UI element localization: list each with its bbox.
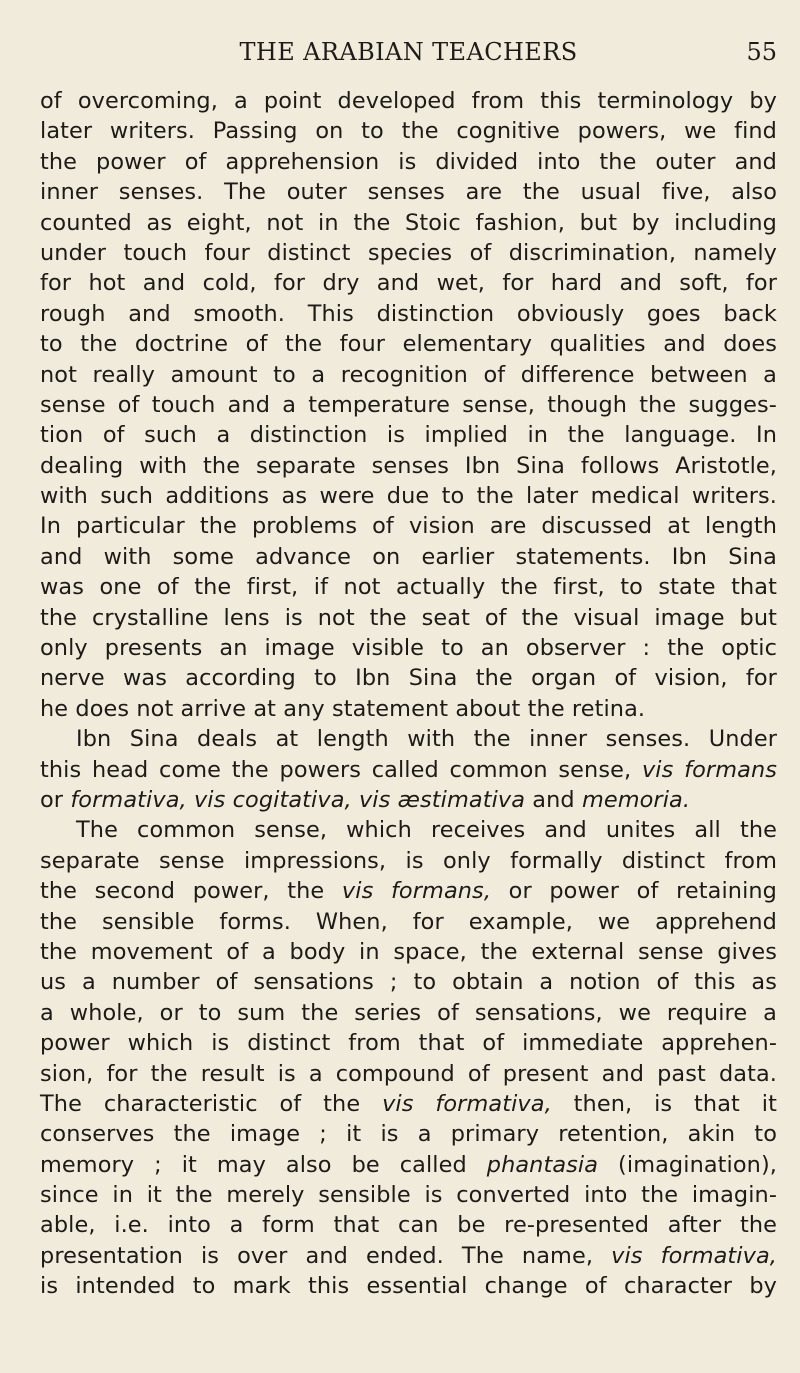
text-span: presentation is over and ended. The name, xyxy=(40,1242,594,1269)
text-line: was one of the first, if not actually the first, to state that xyxy=(40,574,777,601)
text-span: memory ; it may also be called xyxy=(40,1151,467,1178)
text-line: the movement of a body in space, the external sense gives xyxy=(40,938,777,965)
text-line: and with some advance on earlier statements. Ibn Sina xyxy=(40,543,777,570)
text-line: sense of touch and a temperature sense, though the sugges- xyxy=(40,391,777,418)
text-span: and xyxy=(532,786,575,813)
text-line: later writers. Passing on to the cognitive powers, we find xyxy=(40,118,777,145)
text-line: the sensible forms. When, for example, we apprehend xyxy=(40,908,777,935)
text-line: the power of apprehension is divided into the outer and xyxy=(40,148,777,175)
text-line: a whole, or to sum the series of sensations, we require a xyxy=(40,999,777,1026)
text-line: us a number of sensations ; to obtain a notion of this as xyxy=(40,969,777,996)
text-line: separate sense impressions, is only formally distinct from xyxy=(40,847,777,874)
text-line: Ibn Sina deals at length with the inner senses. Under xyxy=(76,726,777,753)
text-line: dealing with the separate senses Ibn Sina follows Aristotle, xyxy=(40,452,777,479)
text-line: sion, for the result is a compound of present and past data. xyxy=(40,1060,777,1087)
italic-term: vis formans xyxy=(641,756,778,783)
running-title: THE ARABIAN TEACHERS xyxy=(239,38,578,66)
text-span: this head come the powers called common sense, xyxy=(40,756,632,783)
text-line: only presents an image visible to an observer : the optic xyxy=(40,635,777,662)
text-line: rough and smooth. This distinction obviously goes back xyxy=(40,300,777,327)
running-head xyxy=(40,34,777,70)
body-text xyxy=(40,86,777,1302)
text-line: able, i.e. into a form that can be re-presented after the xyxy=(40,1212,777,1239)
text-line: nerve was according to Ibn Sina the organ of vision, for xyxy=(40,665,777,692)
text-line: counted as eight, not in the Stoic fashion, but by including xyxy=(40,209,777,236)
italic-term: vis formans, xyxy=(341,878,492,905)
italic-term: vis formativa, xyxy=(382,1090,552,1117)
italic-term: formativa, vis cogitativa, vis æstimativa xyxy=(70,786,526,813)
text-line: is intended to mark this essential change of character by xyxy=(40,1273,777,1300)
text-line xyxy=(40,1089,777,1119)
text-line: since in it the merely sensible is converted into the imagin- xyxy=(40,1182,777,1209)
text-line xyxy=(40,876,777,906)
text-line: to the doctrine of the four elementary qualities and does xyxy=(40,331,777,358)
text-line: he does not arrive at any statement about the retina. xyxy=(40,695,646,722)
page-number: 55 xyxy=(746,38,777,66)
text-span: or xyxy=(40,786,64,813)
text-line: power which is distinct from that of immediate apprehen- xyxy=(40,1030,777,1057)
text-span: or power of retaining xyxy=(508,878,777,905)
text-span: the second power, the xyxy=(40,878,325,905)
text-line xyxy=(40,1150,777,1180)
text-line: not really amount to a recognition of difference between a xyxy=(40,361,777,388)
text-line: for hot and cold, for dry and wet, for hard and soft, for xyxy=(40,270,777,297)
text-line: under touch four distinct species of discrimination, namely xyxy=(40,239,777,266)
text-line: In particular the problems of vision are discussed at length xyxy=(40,513,777,540)
text-line xyxy=(40,755,777,785)
italic-term: phantasia xyxy=(486,1151,599,1178)
text-line: conserves the image ; it is a primary retention, akin to xyxy=(40,1121,777,1148)
text-span: The characteristic of the xyxy=(40,1090,361,1117)
italic-term: memoria. xyxy=(581,786,691,813)
text-span: then, is that it xyxy=(573,1090,777,1117)
text-line: the crystalline lens is not the seat of the visual image but xyxy=(40,604,777,631)
text-line: inner senses. The outer senses are the usual five, also xyxy=(40,179,777,206)
text-line: of overcoming, a point developed from this terminology by xyxy=(40,88,777,114)
text-span: (imagination), xyxy=(618,1151,778,1178)
text-line: with such additions as were due to the later medical writers. xyxy=(40,483,777,510)
text-line xyxy=(40,1241,777,1271)
text-line: tion of such a distinction is implied in the language. In xyxy=(40,422,777,449)
text-line: The common sense, which receives and unites all the xyxy=(76,817,777,844)
text-line xyxy=(40,785,777,815)
italic-term: vis formativa, xyxy=(611,1242,778,1269)
